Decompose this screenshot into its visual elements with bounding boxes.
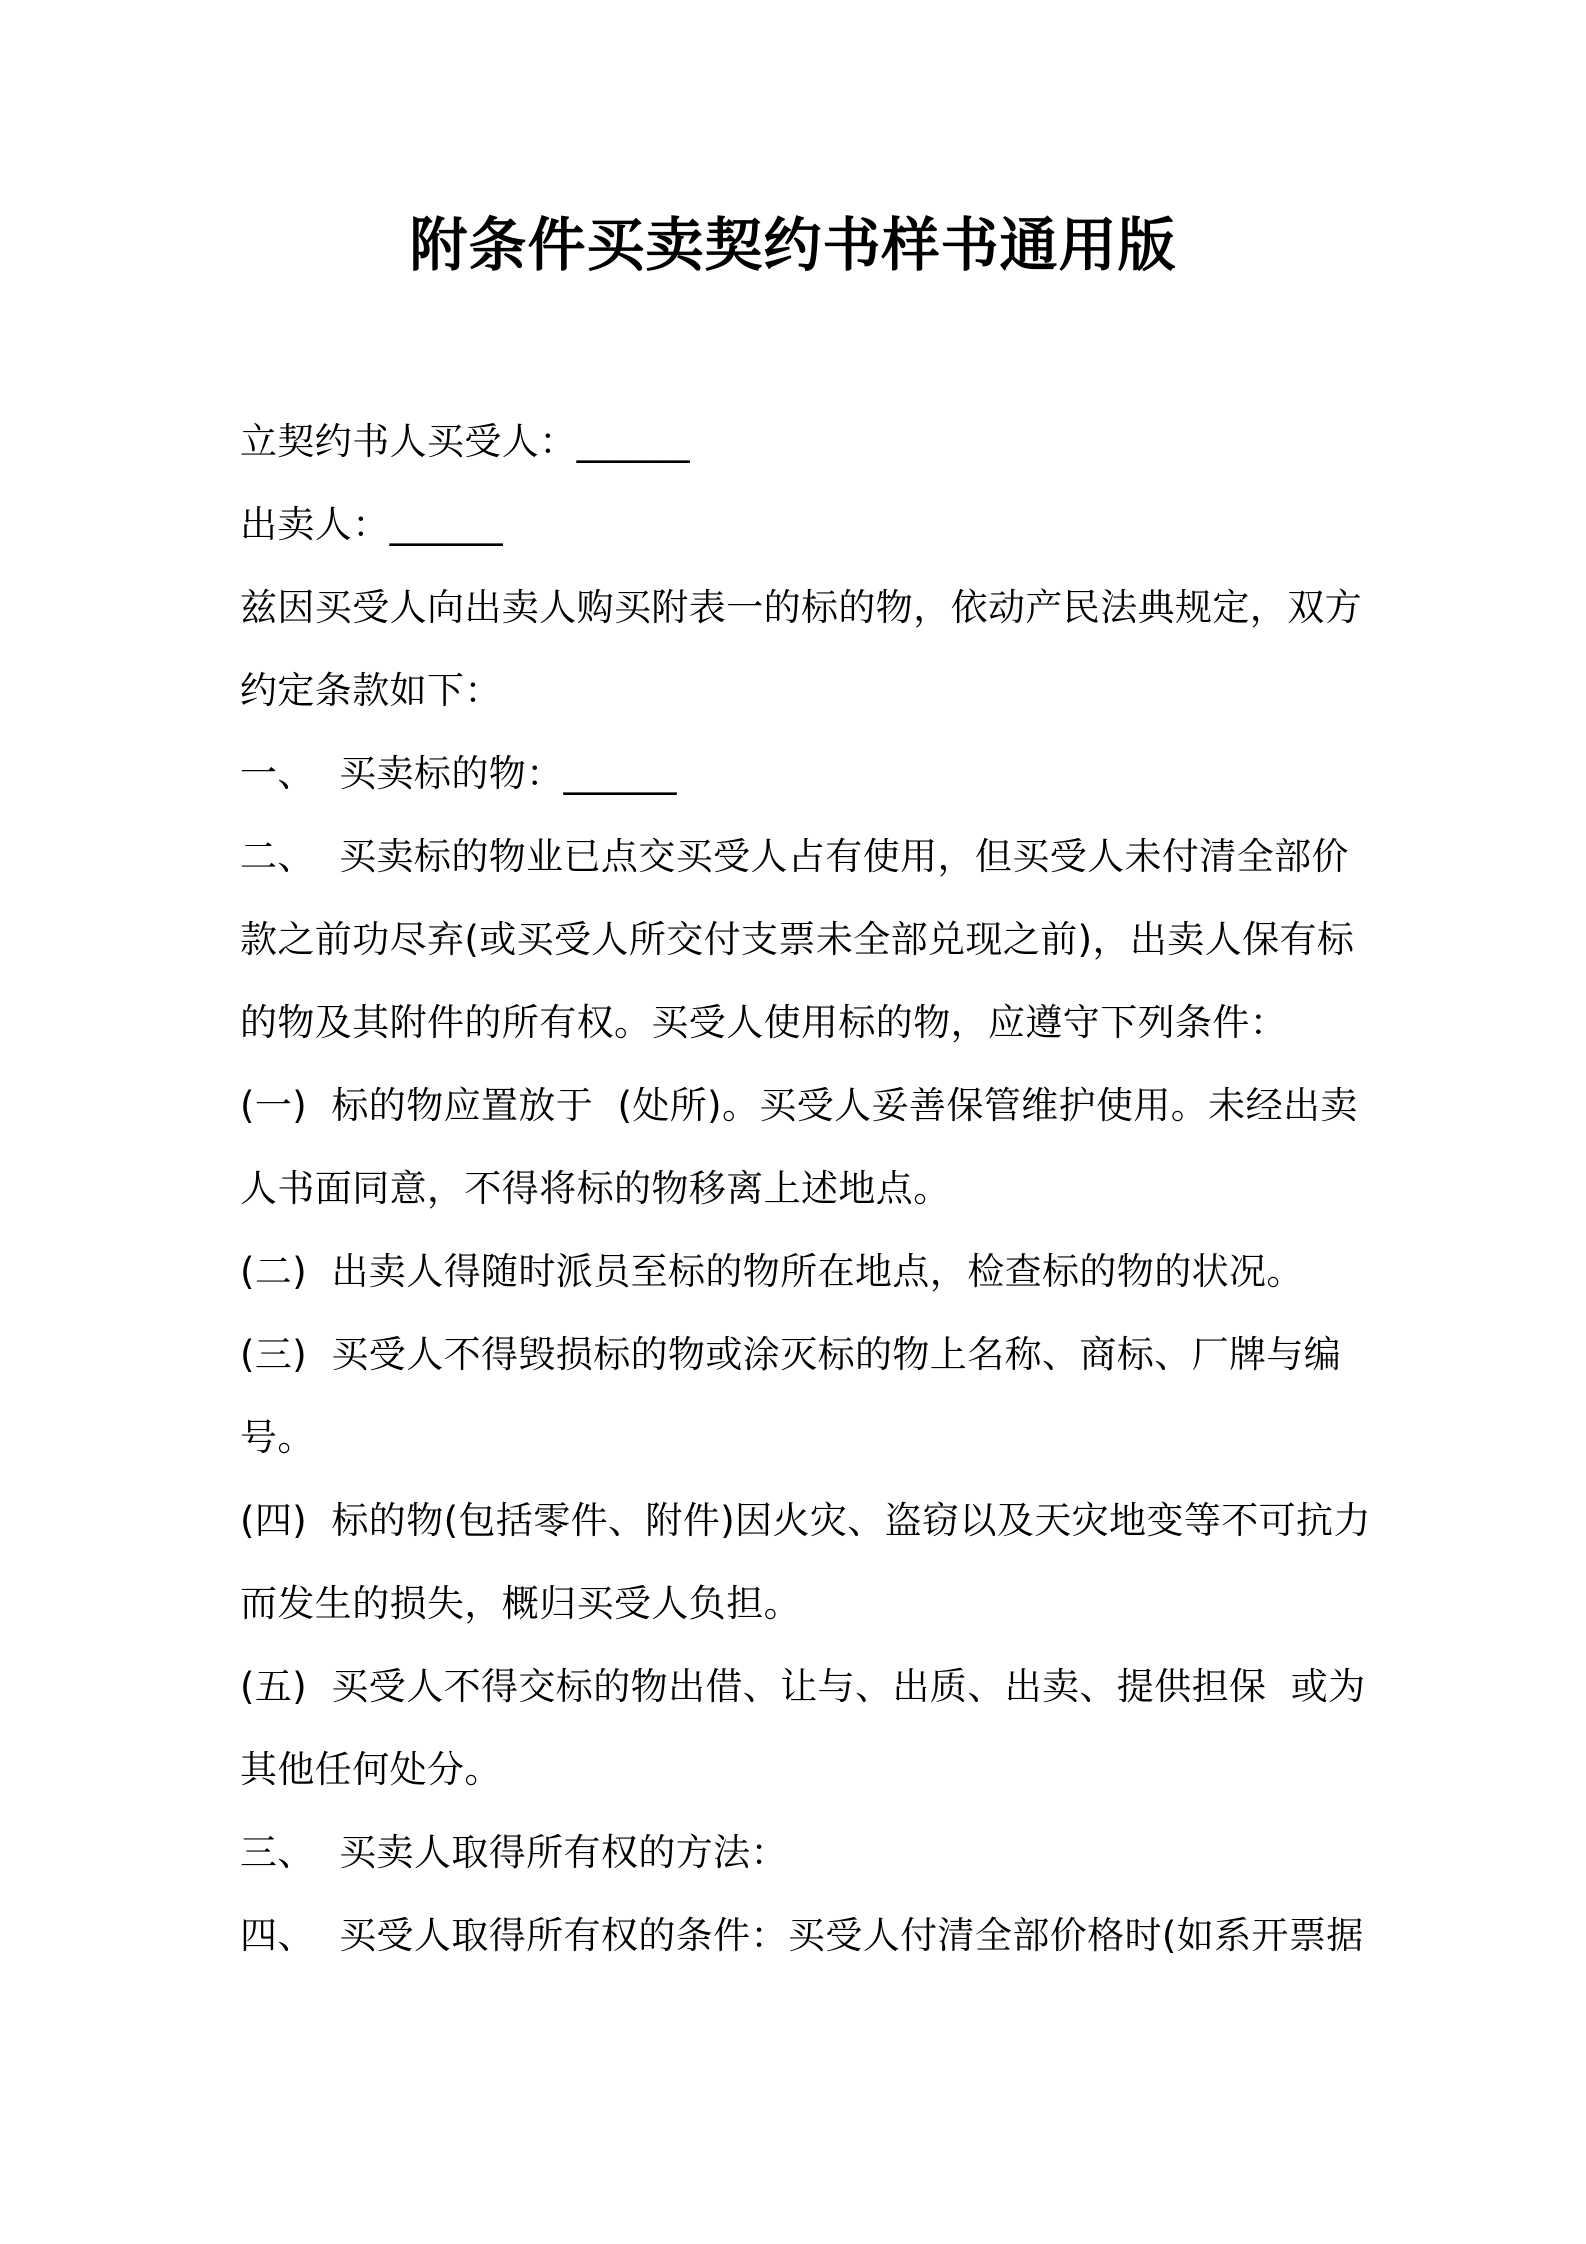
text-line: (一) 标的物应置放于 (处所)。买受人妥善保管维护使用。未经出卖 bbox=[240, 1084, 1358, 1127]
text-line: (五) 买受人不得交标的物出借、让与、出质、出卖、提供担保 或为 bbox=[240, 1665, 1366, 1708]
text-line: (二) 出卖人得随时派员至标的物所在地点，检查标的物的状况。 bbox=[240, 1250, 1304, 1293]
text-line: 款之前功尽弃(或买受人所交付支票未全部兑现之前)，出卖人保有标 bbox=[240, 918, 1355, 961]
text-line: 一、 买卖标的物：______ bbox=[240, 752, 677, 795]
text-line: 约定条款如下： bbox=[240, 669, 502, 712]
text-line: 而发生的损失，概归买受人负担。 bbox=[240, 1582, 801, 1625]
text-line: 其他任何处分。 bbox=[240, 1748, 502, 1791]
text-line: 人书面同意，不得将标的物移离上述地点。 bbox=[240, 1167, 951, 1210]
text-line: 二、 买卖标的物业已点交买受人占有使用，但买受人未付清全部价 bbox=[240, 835, 1349, 878]
text-line: 四、 买受人取得所有权的条件：买受人付清全部价格时(如系开票据 bbox=[240, 1914, 1364, 1957]
text-line: (四) 标的物(包括零件、附件)因火灾、盗窃以及天灾地变等不可抗力 bbox=[240, 1499, 1371, 1542]
text-line: 立契约书人买受人：______ bbox=[240, 420, 690, 463]
document-body bbox=[240, 400, 1371, 1977]
text-line: 兹因买受人向出卖人购买附表一的标的物，依动产民法典规定，双方 bbox=[240, 586, 1362, 629]
text-line: 出卖人：______ bbox=[240, 503, 503, 546]
document-title: 附条件买卖契约书样书通用版 bbox=[409, 211, 1177, 279]
text-line: 号。 bbox=[240, 1416, 315, 1459]
text-line: 的物及其附件的所有权。买受人使用标的物，应遵守下列条件： bbox=[240, 1001, 1288, 1044]
text-line: (三) 买受人不得毁损标的物或涂灭标的物上名称、商标、厂牌与编 bbox=[240, 1333, 1342, 1376]
text-line: 三、 买卖人取得所有权的方法： bbox=[240, 1831, 788, 1874]
